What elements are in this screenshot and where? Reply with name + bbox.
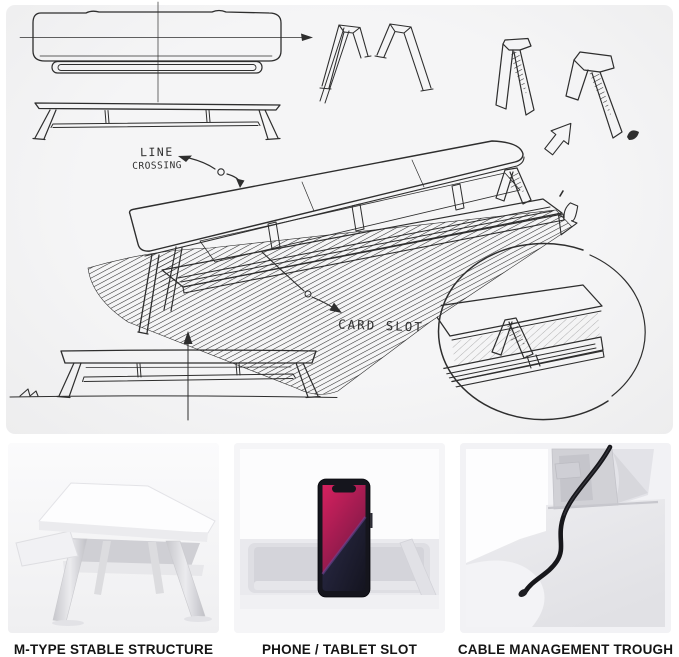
phone-notch [332, 485, 356, 493]
cable-trough-photo [460, 443, 671, 633]
leg-study-sketches [320, 24, 622, 138]
phone-screen [323, 485, 366, 591]
feature-caption: PHONE / TABLET SLOT [261, 642, 418, 657]
feature-cable-trough [457, 443, 674, 657]
sketch-arrow-up [540, 117, 580, 159]
plan-view-sketch [20, 2, 313, 102]
feature-phone-tablet-slot [234, 443, 445, 657]
feature-caption: M-TYPE STABLE STRUCTURE [13, 642, 214, 657]
shadow-hatching [88, 210, 572, 394]
centerline-arrowhead [301, 34, 313, 42]
feature-caption: CABLE MANAGEMENT TROUGH [457, 642, 674, 657]
feature-m-type-structure [8, 443, 219, 657]
pencil-scribble [20, 389, 38, 396]
phone-slot-photo [234, 443, 445, 633]
line-crossing-label-1: LINE [139, 144, 174, 160]
card-slot-label: CARD SLOT [337, 316, 425, 335]
cable-clip [555, 462, 581, 479]
line-crossing-label-2: CROSSING [132, 160, 183, 172]
annotation-line-crossing [132, 145, 182, 172]
feature-panels-row [8, 443, 674, 657]
side-view-sketch [33, 103, 280, 140]
m-type-structure-photo [8, 443, 219, 633]
line-crossing-arrow [178, 156, 245, 189]
pen-doodle [627, 130, 639, 140]
phone-side-button [371, 513, 373, 528]
